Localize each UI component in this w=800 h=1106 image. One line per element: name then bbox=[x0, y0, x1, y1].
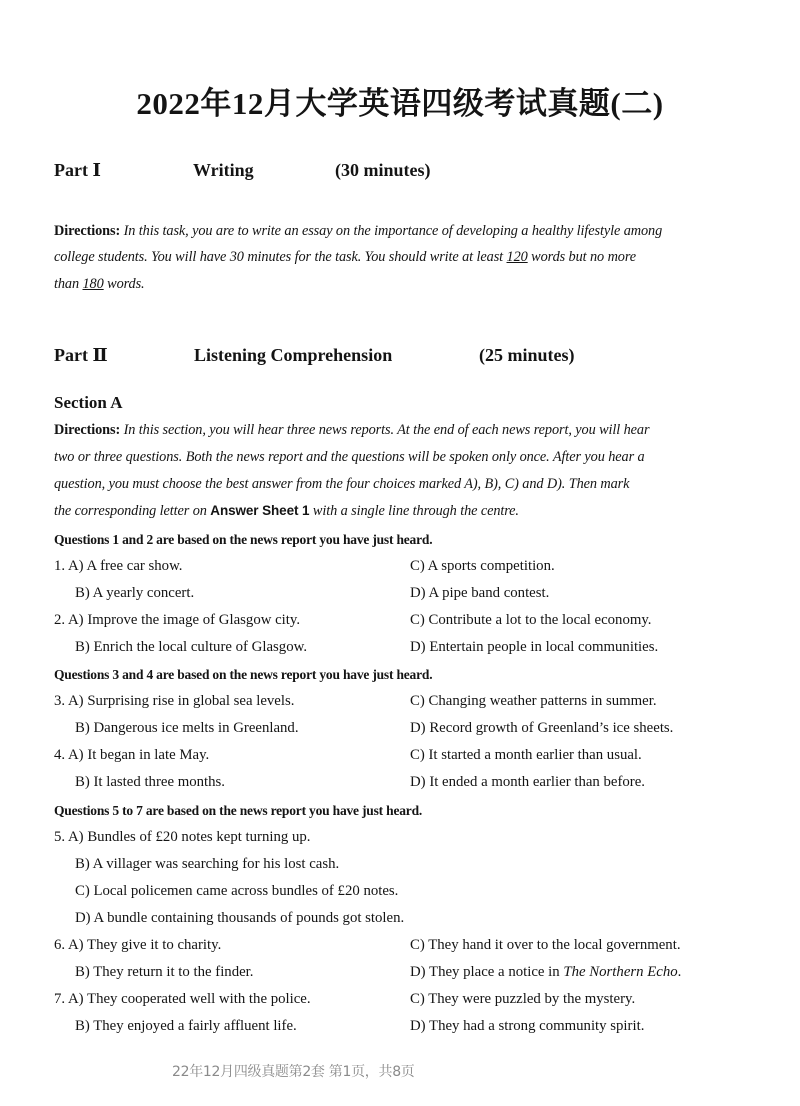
question-6-option-d bbox=[410, 964, 681, 981]
question-number: 5. bbox=[54, 829, 66, 845]
question-1-option-c: C) A sports competition. bbox=[410, 558, 555, 574]
directions-label: Directions: bbox=[54, 223, 121, 239]
question-5-option-a bbox=[54, 829, 310, 846]
question-number: 3. bbox=[54, 693, 66, 709]
question-5-option-b: B) A villager was searching for his lost cash. bbox=[75, 856, 340, 872]
part2-directions-line3: question, you must choose the best answer from the four choices marked A), B), C) and D). Then mark bbox=[54, 476, 630, 492]
question-5-option-d: D) A bundle containing thousands of pounds got stolen. bbox=[75, 910, 405, 926]
option-text: A) Surprising rise in global sea levels. bbox=[68, 693, 295, 709]
option-text: A) Bundles of £20 notes kept turning up. bbox=[68, 829, 311, 845]
question-1-option-a bbox=[54, 558, 183, 575]
part1-name: Writing bbox=[193, 160, 254, 180]
option-text: A) They cooperated well with the police. bbox=[68, 991, 311, 1007]
question-number: 2. bbox=[54, 612, 66, 628]
question-group-header: Questions 1 and 2 are based on the news report you have just heard. bbox=[54, 532, 433, 547]
newspaper-title: The Northern Echo bbox=[563, 964, 678, 980]
option-text: A) It began in late May. bbox=[68, 747, 210, 763]
question-4-option-d: D) It ended a month earlier than before. bbox=[410, 774, 646, 790]
directions-text: In this section, you will hear three news reports. At the end of each news report, you will hear bbox=[123, 422, 650, 438]
question-7-option-d: D) They had a strong community spirit. bbox=[410, 1018, 645, 1034]
question-2-option-d: D) Entertain people in local communities. bbox=[410, 639, 659, 655]
question-3-option-c: C) Changing weather patterns in summer. bbox=[410, 693, 657, 709]
question-7-option-a bbox=[54, 991, 311, 1008]
directions-text: college students. You will have 30 minutes for the task. You should write at least bbox=[54, 249, 507, 265]
section-a-label: Section A bbox=[54, 393, 123, 412]
question-7-option-c: C) They were puzzled by the mystery. bbox=[410, 991, 636, 1007]
question-4-option-c: C) It started a month earlier than usual. bbox=[410, 747, 642, 763]
question-6-option-b: B) They return it to the finder. bbox=[75, 964, 254, 980]
question-3-option-d: D) Record growth of Greenland’s ice sheets. bbox=[410, 720, 674, 736]
option-text: A) They give it to charity. bbox=[68, 937, 222, 953]
part2-name: Listening Comprehension bbox=[194, 345, 393, 365]
option-text: D) They place a notice in bbox=[410, 964, 564, 980]
question-3-option-a bbox=[54, 693, 294, 710]
max-words: 180 bbox=[82, 276, 104, 292]
directions-text: with a single line through the centre. bbox=[309, 503, 519, 519]
page-footer: 22年12月四级真题第2套 第1页，共8页 bbox=[172, 1064, 415, 1080]
question-number: 6. bbox=[54, 937, 66, 953]
part1-label: Part Ⅰ bbox=[54, 160, 101, 180]
document-title: 2022年12月大学英语四级考试真题(二) bbox=[136, 86, 664, 121]
question-1-option-d: D) A pipe band contest. bbox=[410, 585, 550, 601]
option-text: A) A free car show. bbox=[68, 558, 183, 574]
part1-directions-line1 bbox=[54, 223, 662, 240]
directions-label: Directions: bbox=[54, 422, 121, 438]
min-words: 120 bbox=[506, 249, 528, 265]
part2-directions-line4 bbox=[54, 503, 519, 520]
directions-text: the corresponding letter on bbox=[54, 503, 211, 519]
part2-label: Part Ⅱ bbox=[54, 345, 108, 365]
question-3-option-b: B) Dangerous ice melts in Greenland. bbox=[75, 720, 299, 736]
part2-directions-line2: two or three questions. Both the news report and the questions will be spoken only once. After you hear a bbox=[54, 449, 645, 465]
part1-directions-line3 bbox=[54, 276, 145, 293]
question-6-option-c: C) They hand it over to the local government. bbox=[410, 937, 681, 953]
question-2-option-b: B) Enrich the local culture of Glasgow. bbox=[75, 639, 308, 655]
question-number: 7. bbox=[54, 991, 66, 1007]
directions-text: words but no more bbox=[527, 249, 637, 265]
question-group-header: Questions 5 to 7 are based on the news report you have just heard. bbox=[54, 803, 423, 818]
part2-time: (25 minutes) bbox=[479, 345, 575, 365]
question-number: 4. bbox=[54, 747, 66, 763]
question-4-option-b: B) It lasted three months. bbox=[75, 774, 225, 790]
question-number: 1. bbox=[54, 558, 66, 574]
part2-directions-line1 bbox=[54, 422, 649, 439]
question-1-option-b: B) A yearly concert. bbox=[75, 585, 195, 601]
question-6-option-a bbox=[54, 937, 221, 954]
question-7-option-b: B) They enjoyed a fairly affluent life. bbox=[75, 1018, 297, 1034]
part1-time: (30 minutes) bbox=[335, 160, 431, 180]
question-5-option-c: C) Local policemen came across bundles of £20 notes. bbox=[75, 883, 399, 899]
directions-text: words. bbox=[103, 276, 145, 292]
part1-directions-line2 bbox=[54, 249, 636, 266]
option-text: . bbox=[677, 964, 682, 980]
question-4-option-a bbox=[54, 747, 209, 764]
directions-text: than bbox=[54, 276, 83, 292]
question-2-option-a bbox=[54, 612, 300, 629]
answer-sheet-label: Answer Sheet 1 bbox=[210, 503, 310, 518]
question-2-option-c: C) Contribute a lot to the local economy. bbox=[410, 612, 652, 628]
directions-text: In this task, you are to write an essay on the importance of developing a healthy lifestyle among bbox=[123, 223, 663, 239]
question-group-header: Questions 3 and 4 are based on the news report you have just heard. bbox=[54, 667, 433, 682]
option-text: A) Improve the image of Glasgow city. bbox=[68, 612, 301, 628]
